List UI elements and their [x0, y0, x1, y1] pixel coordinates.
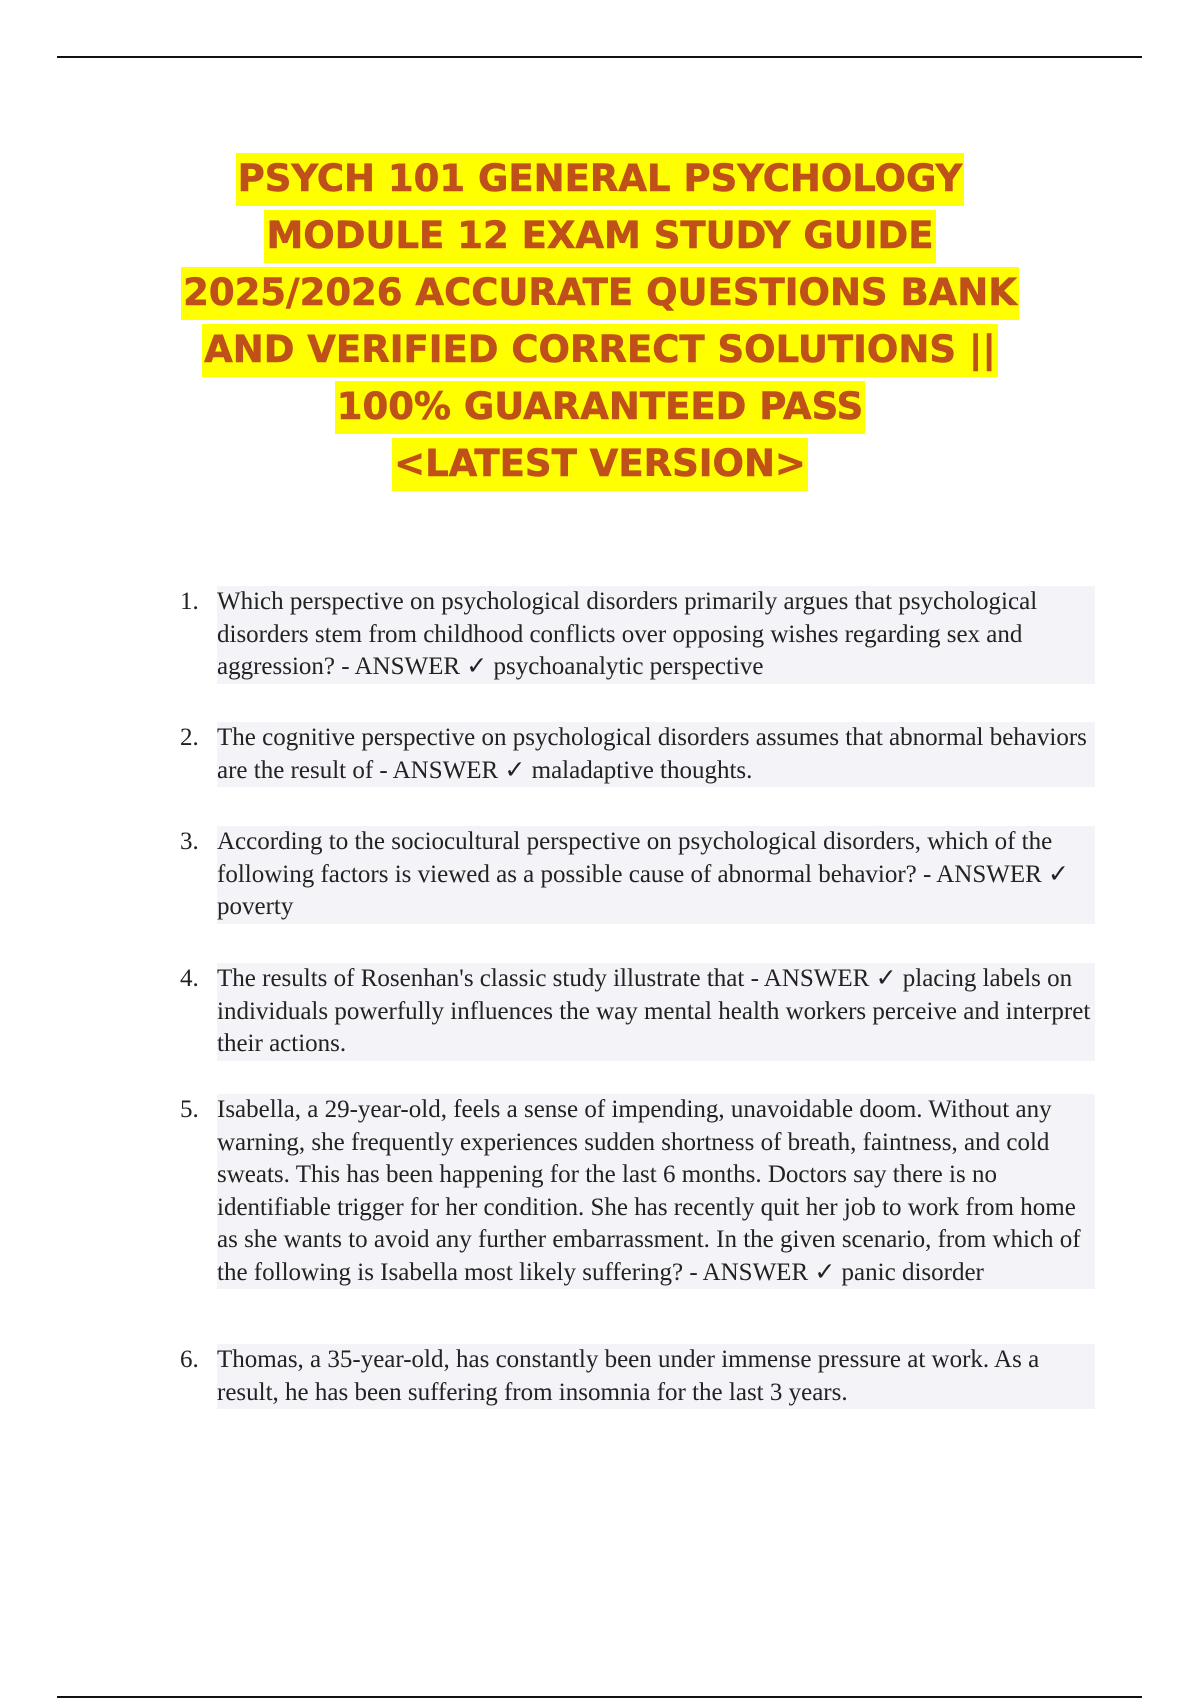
question-text: According to the sociocultural perspective on psychological disorders, which of the following factors is viewed as a possible cause of abnormal behavior? - ANSWER ✓ poverty: [217, 826, 1095, 924]
question-number: 4.: [180, 965, 199, 992]
question-number: 6.: [180, 1346, 199, 1373]
title-line: 2025/2026 ACCURATE QUESTIONS BANK: [60, 264, 1140, 321]
question-number: 5.: [180, 1096, 199, 1123]
question-number: 2.: [180, 724, 199, 751]
bottom-rule: [57, 1696, 1142, 1698]
question-text: Isabella, a 29-year-old, feels a sense of impending, unavoidable doom. Without any warning, she frequently experiences sudden shortness of breath, faintness, and cold sweats. This has been happening for the last 6 months. Doctors say there is no identifiable trigger for her condition. She has recently quit her job to work from home as she wants to avoid any further embarrassment. In the given scenario, from which of the following is Isabella most likely suffering? - ANSWER ✓ panic disorder: [217, 1094, 1095, 1289]
title-line: PSYCH 101 GENERAL PSYCHOLOGY: [60, 150, 1140, 207]
title-line: MODULE 12 EXAM STUDY GUIDE: [60, 207, 1140, 264]
question-text: The results of Rosenhan's classic study illustrate that - ANSWER ✓ placing labels on individuals powerfully influences the way mental health workers perceive and interpret their actions.: [217, 963, 1095, 1061]
document-title: [60, 150, 1140, 492]
question-number: 3.: [180, 828, 199, 855]
title-line: AND VERIFIED CORRECT SOLUTIONS ||: [60, 321, 1140, 378]
question-text: Thomas, a 35-year-old, has constantly been under immense pressure at work. As a result, he has been suffering from insomnia for the last 3 years.: [217, 1344, 1095, 1409]
question-text: The cognitive perspective on psychological disorders assumes that abnormal behaviors are the result of - ANSWER ✓ maladaptive thoughts.: [217, 722, 1095, 787]
top-rule: [57, 56, 1142, 58]
question-text: Which perspective on psychological disorders primarily argues that psychological disorders stem from childhood conflicts over opposing wishes regarding sex and aggression? - ANSWER ✓ psychoanalytic perspective: [217, 586, 1095, 684]
title-line: <LATEST VERSION>: [60, 435, 1140, 492]
question-number: 1.: [180, 588, 199, 615]
title-line: 100% GUARANTEED PASS: [60, 378, 1140, 435]
